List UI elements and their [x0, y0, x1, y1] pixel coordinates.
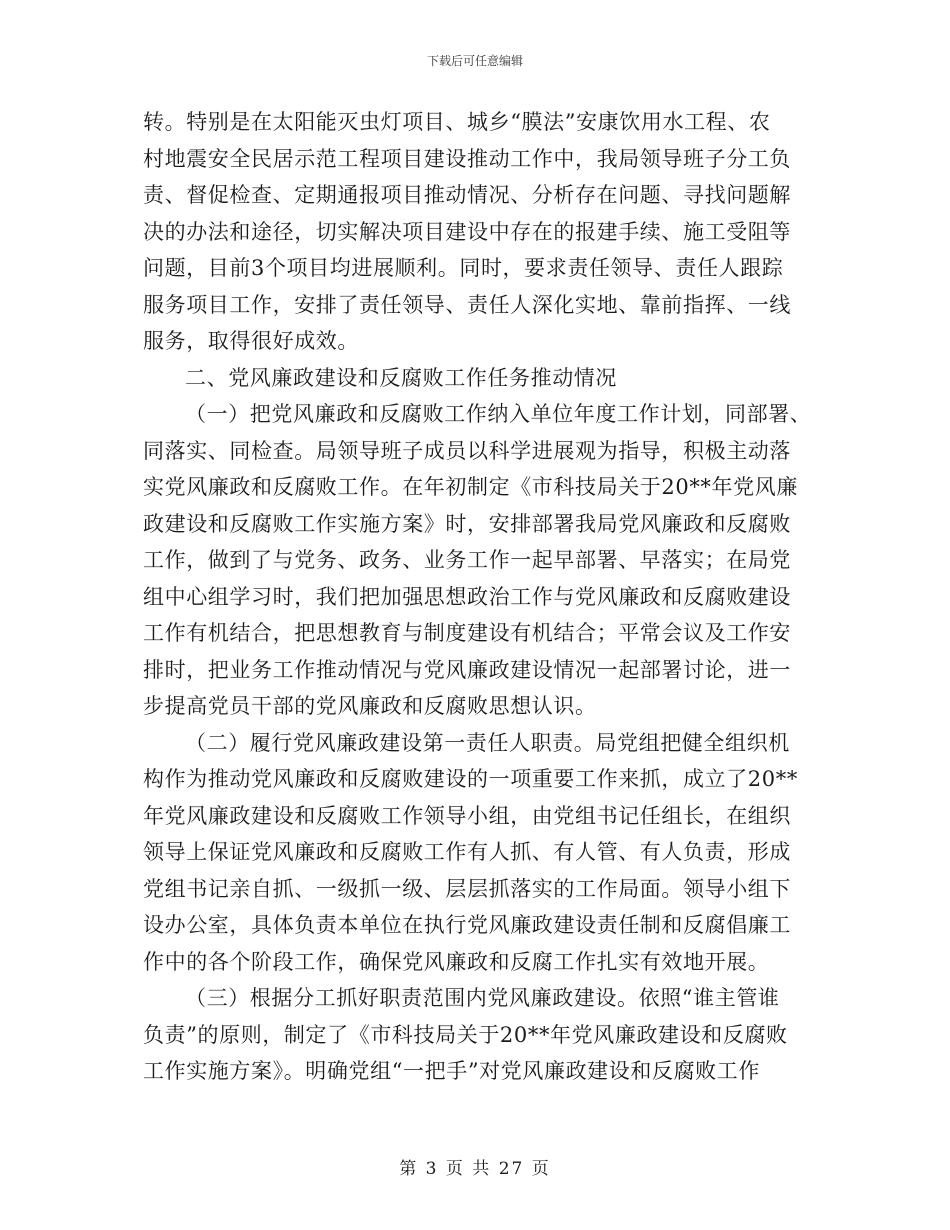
paragraph-start: （三）根据分工抓好职责范围内党风廉政建设。依照“谁主管谁: [185, 986, 780, 1010]
body-line: 工作有机结合，把思想教育与制度建设有机结合；平常会议及工作安: [143, 621, 791, 645]
body-line: 服务，取得很好成效。: [143, 329, 359, 353]
body-line: 政建设和反腐败工作实施方案》时，安排部署我局党风廉政和反腐败: [143, 511, 791, 536]
body-line: 步提高党员干部的党风廉政和反腐败思想认识。: [143, 694, 597, 718]
body-line: 实党风廉政和反腐败工作。在年初制定《市科技局关于20**年党风廉: [143, 475, 798, 499]
body-line: 排时，把业务工作推动情况与党风廉政建设情况一起部署讨论，进一: [143, 657, 791, 682]
body-line: 责、督促检查、定期通报项目推动情况、分析存在问题、寻找问题解: [143, 183, 791, 207]
page-footer: 第 3 页 共 27 页: [399, 1159, 551, 1179]
body-line: 问题，目前3个项目均进展顺利。同时，要求责任领导、责任人跟踪: [143, 256, 784, 280]
body-line: 设办公室，具体负责本单位在执行党风廉政建设责任制和反腐倡廉工: [143, 913, 791, 937]
body-line: 年党风廉政建设和反腐败工作领导小组，由党组书记任组长，在组织: [143, 803, 791, 828]
paragraph-start: （一）把党风廉政和反腐败工作纳入单位年度工作计划，同部署、: [185, 402, 812, 426]
paragraph-start: （二）履行党风廉政建设第一责任人职责。局党组把健全组织机: [185, 730, 790, 755]
body-line: 组中心组学习时，我们把加强思想政治工作与党风廉政和反腐败建设: [143, 584, 791, 609]
body-line: 村地震安全民居示范工程项目建设推动工作中，我局领导班子分工负: [143, 146, 791, 171]
body-line: 决的办法和途径，切实解决项目建设中存在的报建手续、施工受阻等: [143, 219, 791, 244]
body-line: 工作实施方案》。明确党组“一把手”对党风廉政建设和反腐败工作: [143, 1059, 760, 1083]
document-body: [143, 104, 815, 1090]
body-line: 负责”的原则，制定了《市科技局关于20**年党风廉政建设和反腐败: [143, 1022, 788, 1047]
section-heading: 二、党风廉政建设和反腐败工作任务推动情况: [185, 365, 617, 390]
body-line: 党组书记亲自抓、一级抓一级、层层抓落实的工作局面。领导小组下: [143, 876, 791, 901]
page-header: 下载后可任意编辑: [426, 54, 523, 68]
body-line: 服务项目工作，安排了责任领导、责任人深化实地、靠前指挥、一线: [143, 292, 791, 317]
body-line: 同落实、同检查。局领导班子成员以科学进展观为指导，积极主动落: [143, 438, 791, 463]
body-line: 转。特别是在太阳能灭虫灯项目、城乡“膜法”安康饮用水工程、农: [143, 110, 771, 134]
body-line: 作中的各个阶段工作，确保党风廉政和反腐工作扎实有效地开展。: [143, 949, 770, 974]
body-line: 工作，做到了与党务、政务、业务工作一起早部署、早落实；在局党: [143, 548, 791, 572]
body-line: 构作为推动党风廉政和反腐败建设的一项重要工作来抓，成立了20**: [143, 767, 798, 791]
body-line: 领导上保证党风廉政和反腐败工作有人抓、有人管、有人负责，形成: [143, 840, 791, 864]
